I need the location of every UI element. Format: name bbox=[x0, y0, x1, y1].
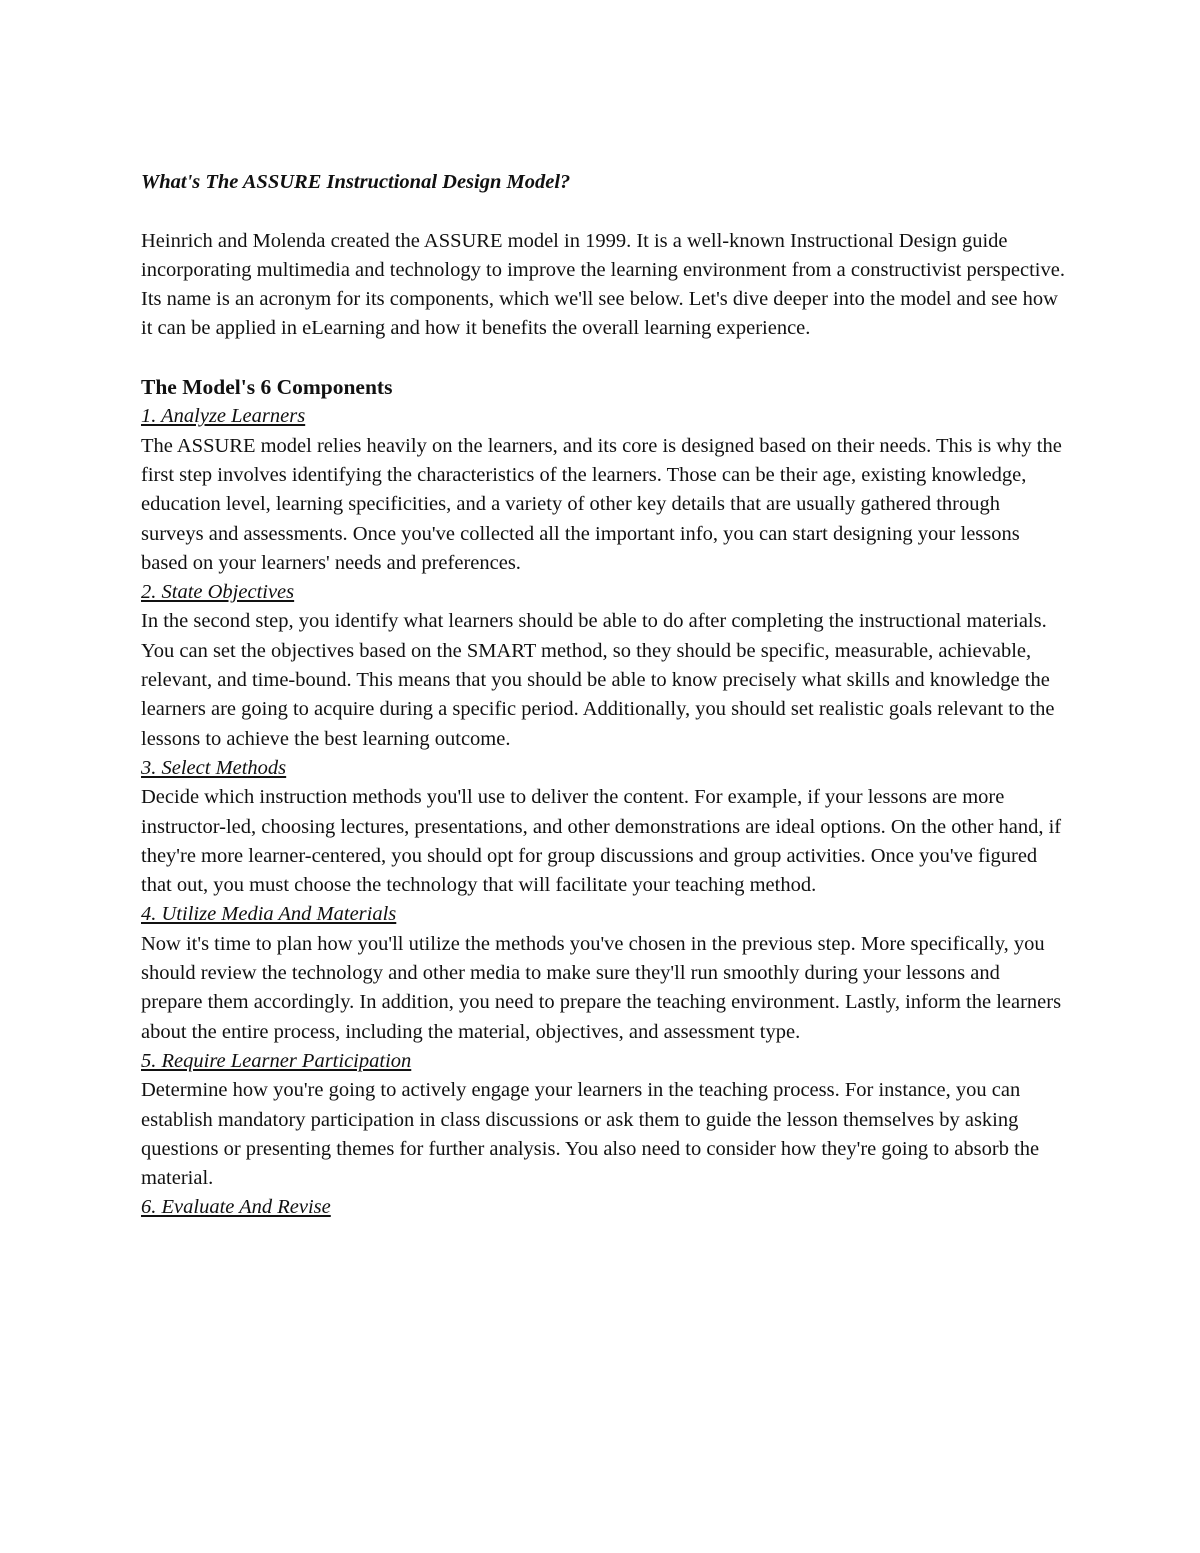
spacer bbox=[141, 197, 1066, 226]
step-heading-require-participation: 5. Require Learner Participation bbox=[141, 1049, 412, 1072]
document-title: What's The ASSURE Instructional Design Model? bbox=[141, 171, 571, 193]
document-page bbox=[141, 168, 1066, 1223]
step-heading-utilize-media: 4. Utilize Media And Materials bbox=[141, 903, 397, 926]
step-heading-evaluate-revise: 6. Evaluate And Revise bbox=[141, 1196, 331, 1219]
step-body-utilize-media: Now it's time to plan how you'll utilize the methods you've chosen in the previous step. More specifically, you should review the technology and other media to make sure they'll run smoothly during your lessons and prepare them accordingly. In addition, you need to prepare the teaching environment. Lastly, inform the learners about the entire process, including the material, objectives, and assessment type. bbox=[141, 932, 1062, 1043]
step-body-state-objectives: In the second step, you identify what learners should be able to do after completing the instructional materials. You can set the objectives based on the SMART method, so they should be specific, measurable, achievable, relevant, and time-bound. This means that you should be able to know precisely what skills and knowledge the learners are going to acquire during a specific period. Additionally, you should set realistic goals relevant to the lessons to achieve the best learning outcome. bbox=[141, 610, 1055, 750]
step-heading-select-methods: 3. Select Methods bbox=[141, 756, 287, 779]
step-body-select-methods: Decide which instruction methods you'll use to deliver the content. For example, if your lessons are more instructor-led, choosing lectures, presentations, and other demonstrations are ideal options. On the other hand, if they're more learner-centered, you should opt for group discussions and group activities. Once you've figured that out, you must choose the technology that will facilitate your teaching method. bbox=[141, 786, 1062, 897]
step-body-analyze-learners: The ASSURE model relies heavily on the learners, and its core is designed based on their needs. This is why the first step involves identifying the characteristics of the learners. Those can be their age, existing knowledge, education level, learning specificities, and a variety of other key details that are usually gathered through surveys and assessments. Once you've collected all the important info, you can start designing your lessons based on your learners' needs and preferences. bbox=[141, 434, 1062, 574]
step-heading-state-objectives: 2. State Objectives bbox=[141, 581, 295, 604]
step-body-require-participation: Determine how you're going to actively engage your learners in the teaching process. For instance, you can establish mandatory participation in class discussions or ask them to guide the lesson themselves by asking questions or presenting themes for further analysis. You also need to consider how they're going to absorb the material. bbox=[141, 1079, 1040, 1190]
intro-paragraph: Heinrich and Molenda created the ASSURE model in 1999. It is a well-known Instructional Design guide incorporating multimedia and technology to improve the learning environment from a constructivist perspective. Its name is an acronym for its components, which we'll see below. Let's dive deeper into the model and see how it can be applied in eLearning and how it benefits the overall learning experience. bbox=[141, 229, 1065, 340]
step-heading-analyze-learners: 1. Analyze Learners bbox=[141, 405, 306, 428]
section-title: The Model's 6 Components bbox=[141, 375, 393, 400]
spacer bbox=[141, 344, 1066, 373]
